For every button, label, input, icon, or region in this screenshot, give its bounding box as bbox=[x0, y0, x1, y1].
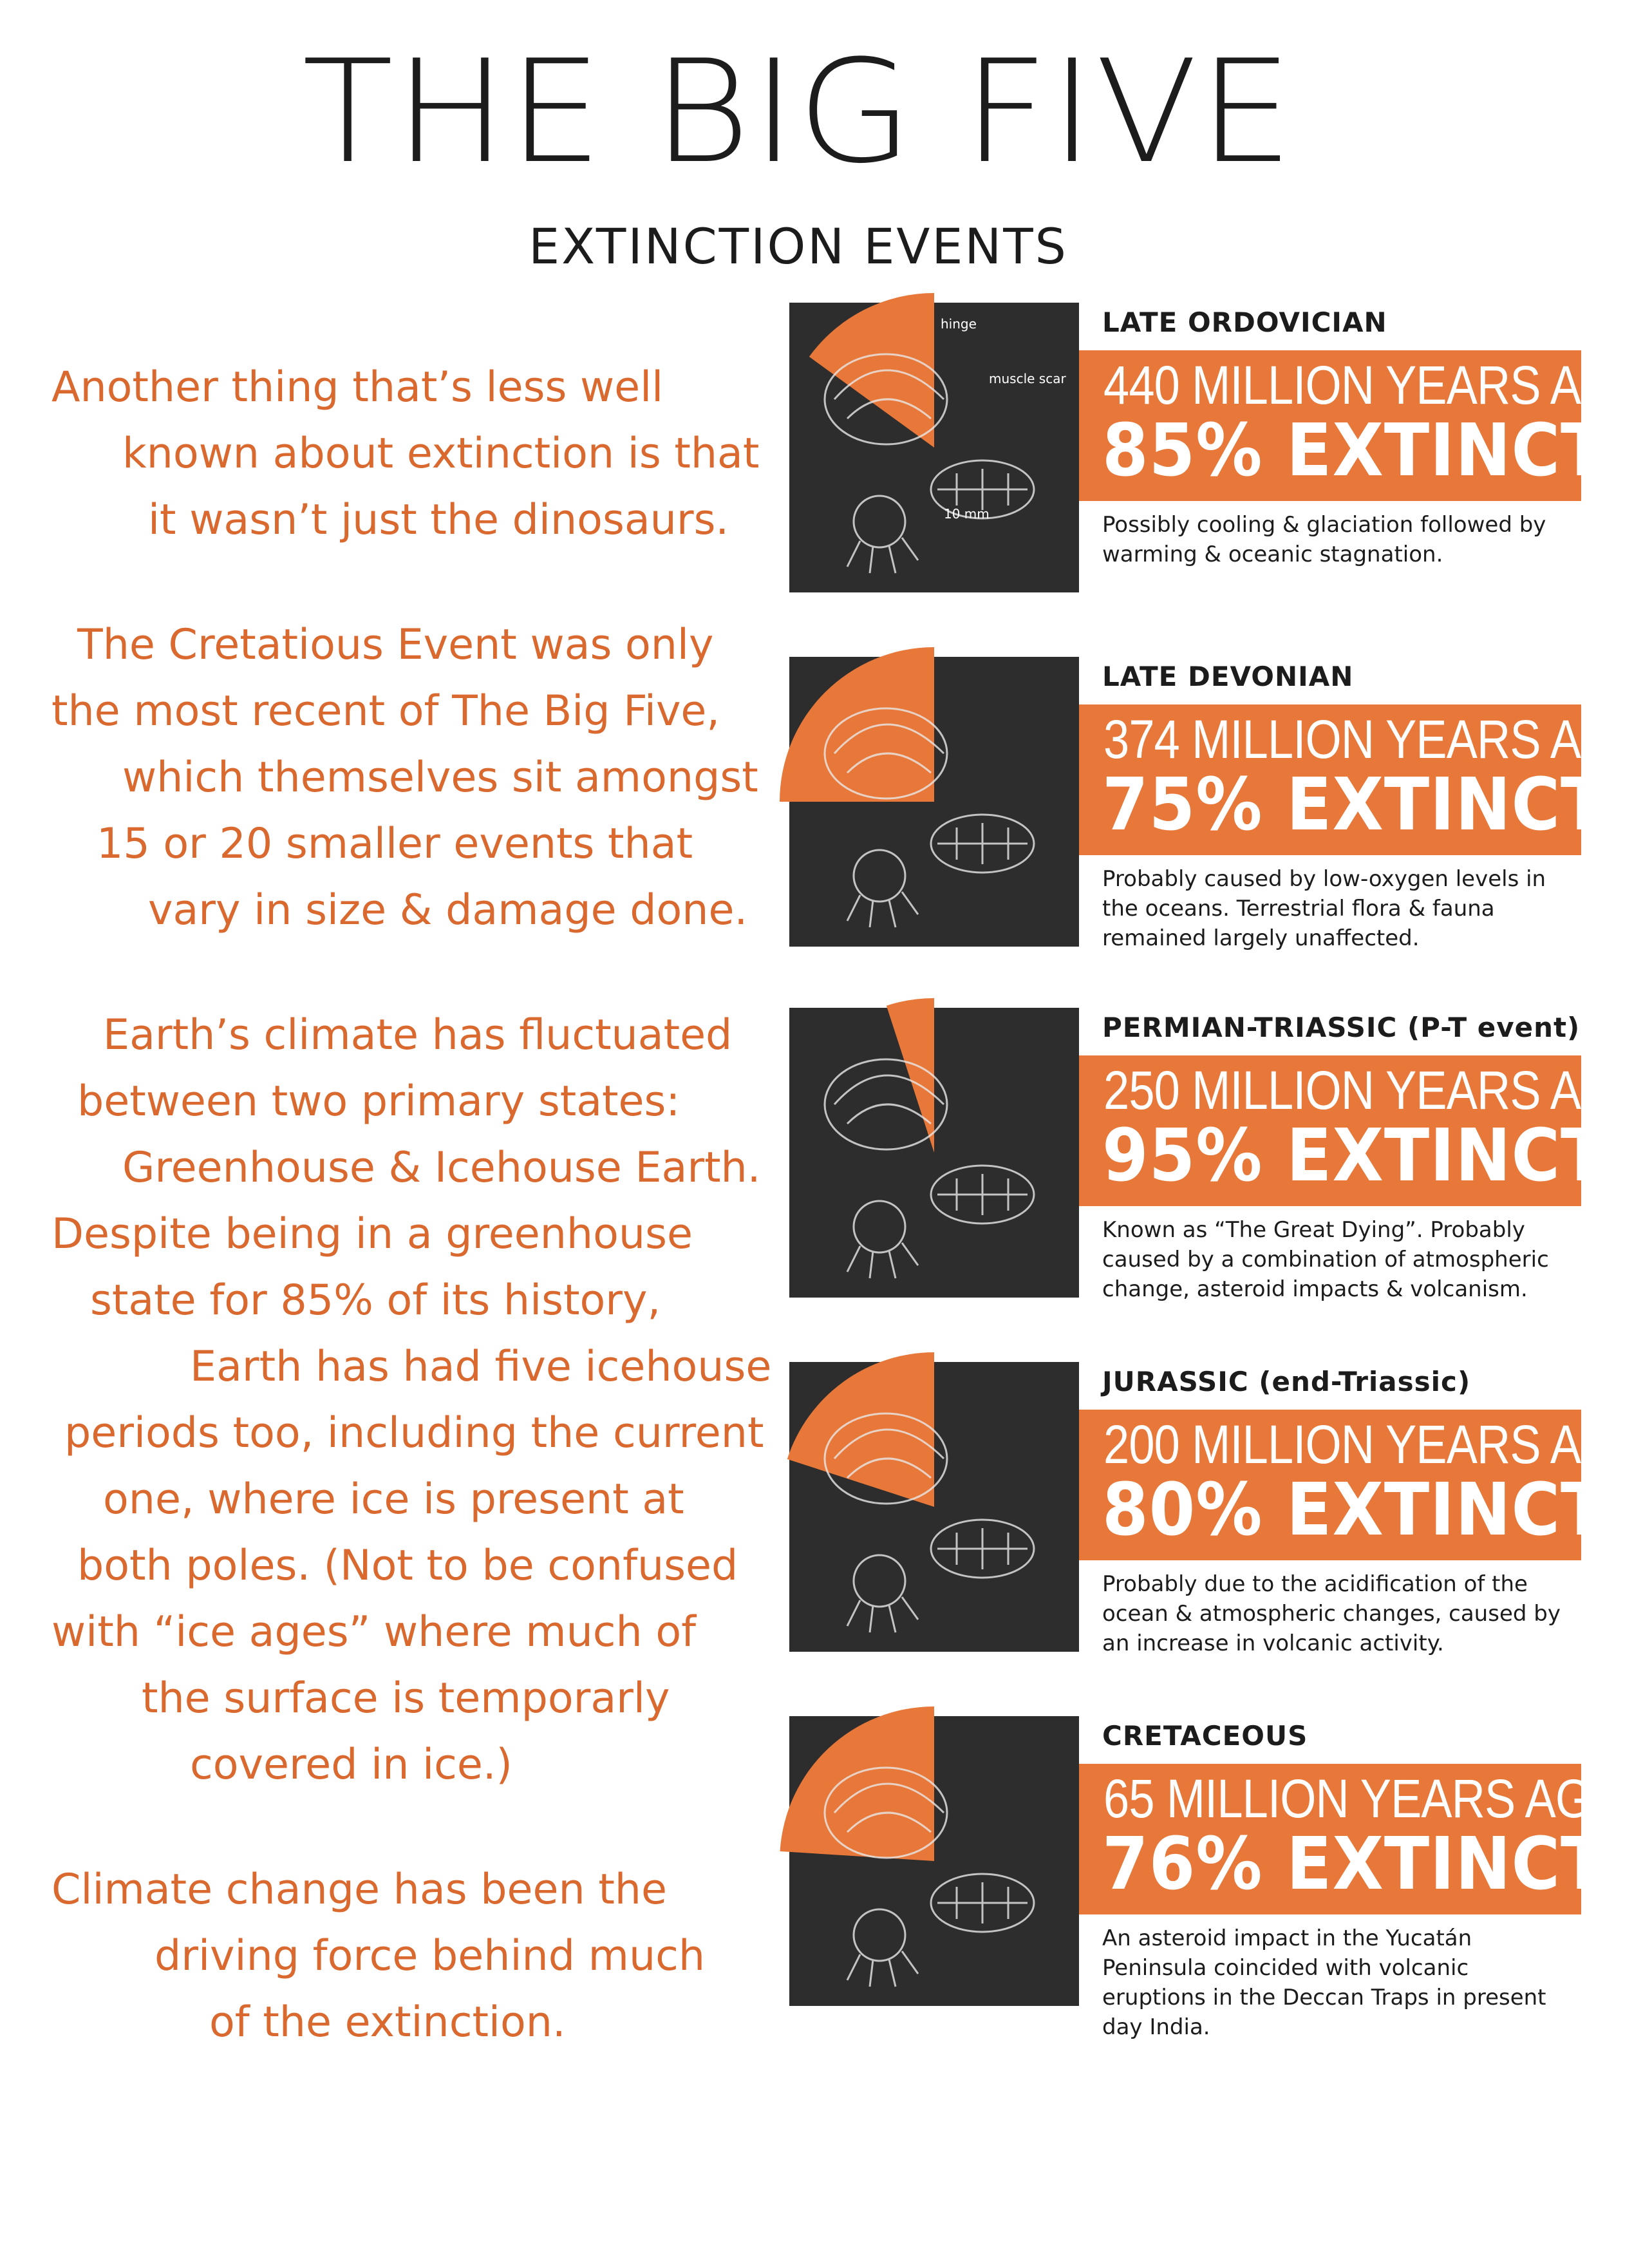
event-description: Known as “The Great Dying”. Probably caused by a combination of atmospheric change, asteroid impacts & volcanism. bbox=[1102, 1217, 1549, 1302]
intro-line: of the extinction. bbox=[209, 1998, 566, 2046]
intro-line: the most recent of The Big Five, bbox=[52, 687, 720, 735]
event-disc bbox=[789, 1362, 1079, 1652]
event-banner bbox=[1052, 1055, 1652, 1206]
intro-paragraph bbox=[52, 612, 779, 943]
intro-line: vary in size & damage done. bbox=[148, 886, 748, 934]
extinction-pie bbox=[789, 1716, 1079, 2006]
intro-line: covered in ice.) bbox=[190, 1741, 512, 1789]
event-description: An asteroid impact in the Yucatán Peninsula coincided with volcanic eruptions in the Deccan Traps in present day India. bbox=[1102, 1925, 1546, 2040]
page-title: THE BIG FIVE bbox=[302, 29, 1295, 195]
intro-line: Earth’s climate has fluctuated bbox=[103, 1011, 733, 1059]
intro-line: the surface is temporarly bbox=[142, 1674, 670, 1723]
image-label: muscle scar bbox=[989, 371, 1066, 386]
intro-line: between two primary states: bbox=[77, 1077, 681, 1126]
intro-line: Earth has had five icehouse bbox=[190, 1343, 772, 1391]
event-time-ago: 250 MILLION YEARS AGO bbox=[1103, 1060, 1652, 1120]
image-label: 10 mm bbox=[944, 506, 990, 522]
event-extinct-percent: 76% EXTINCT bbox=[1102, 1822, 1607, 1906]
event-name: LATE ORDOVICIAN bbox=[1102, 307, 1387, 338]
intro-line: The Cretatious Event was only bbox=[77, 621, 714, 669]
intro-line: it wasn’t just the dinosaurs. bbox=[148, 496, 729, 544]
event-banner bbox=[1052, 1764, 1627, 1914]
intro-line: with “ice ages” where much of bbox=[52, 1608, 697, 1656]
event-extinct-percent: 95% EXTINCT bbox=[1102, 1114, 1607, 1198]
extinction-pie bbox=[789, 303, 1079, 592]
intro-line: driving force behind much bbox=[155, 1932, 706, 1980]
image-label: hinge bbox=[941, 316, 977, 332]
extinction-pie bbox=[789, 657, 1079, 947]
intro-paragraph bbox=[52, 1002, 779, 1798]
intro-paragraph bbox=[52, 1857, 779, 2056]
intro-paragraph bbox=[52, 354, 779, 553]
event-disc bbox=[789, 303, 1079, 592]
intro-line: 15 or 20 smaller events that bbox=[97, 820, 693, 868]
event-time-ago: 440 MILLION YEARS AGO bbox=[1103, 355, 1652, 415]
event-extinct-percent: 80% EXTINCT bbox=[1102, 1468, 1607, 1552]
intro-text bbox=[52, 354, 779, 2114]
event-disc bbox=[789, 1716, 1079, 2006]
intro-line: Greenhouse & Icehouse Earth. bbox=[122, 1144, 761, 1192]
intro-line: known about extinction is that bbox=[122, 430, 760, 478]
event-time-ago: 200 MILLION YEARS AGO bbox=[1103, 1414, 1652, 1475]
event-description: Possibly cooling & glaciation followed by warming & oceanic stagnation. bbox=[1102, 512, 1546, 567]
event-name: CRETACEOUS bbox=[1102, 1720, 1308, 1752]
event-extinct-percent: 85% EXTINCT bbox=[1102, 409, 1607, 493]
event-description: Probably caused by low-oxygen levels in the oceans. Terrestrial flora & fauna remained largely unaffected. bbox=[1102, 866, 1546, 951]
event-description: Probably due to the acidification of the ocean & atmospheric changes, caused by an increase in volcanic activity. bbox=[1102, 1571, 1561, 1656]
event-disc bbox=[789, 657, 1079, 947]
event-banner bbox=[1052, 704, 1652, 855]
event-name: PERMIAN-TRIASSIC (P-T event) bbox=[1102, 1012, 1581, 1043]
intro-line: state for 85% of its history, bbox=[90, 1276, 661, 1325]
event-banner bbox=[1052, 350, 1652, 501]
extinction-pie bbox=[789, 1008, 1079, 1298]
event-extinct-percent: 75% EXTINCT bbox=[1102, 763, 1607, 847]
page-subtitle: EXTINCTION EVENTS bbox=[529, 218, 1068, 275]
intro-line: Another thing that’s less well bbox=[52, 363, 664, 411]
event-disc bbox=[789, 1008, 1079, 1298]
intro-line: Despite being in a greenhouse bbox=[52, 1210, 693, 1258]
event-time-ago: 65 MILLION YEARS AGO bbox=[1103, 1768, 1627, 1829]
intro-line: Climate change has been the bbox=[52, 1866, 667, 1914]
event-time-ago: 374 MILLION YEARS AGO bbox=[1103, 709, 1652, 770]
intro-line: which themselves sit amongst bbox=[122, 753, 758, 802]
event-name: LATE DEVONIAN bbox=[1102, 661, 1354, 692]
extinction-pie bbox=[789, 1362, 1079, 1652]
intro-line: periods too, including the current bbox=[64, 1409, 764, 1457]
intro-line: both poles. (Not to be confused bbox=[77, 1542, 738, 1590]
event-banner bbox=[1052, 1410, 1652, 1560]
intro-line: one, where ice is present at bbox=[103, 1475, 684, 1524]
event-name: JURASSIC (end-Triassic) bbox=[1102, 1366, 1471, 1397]
